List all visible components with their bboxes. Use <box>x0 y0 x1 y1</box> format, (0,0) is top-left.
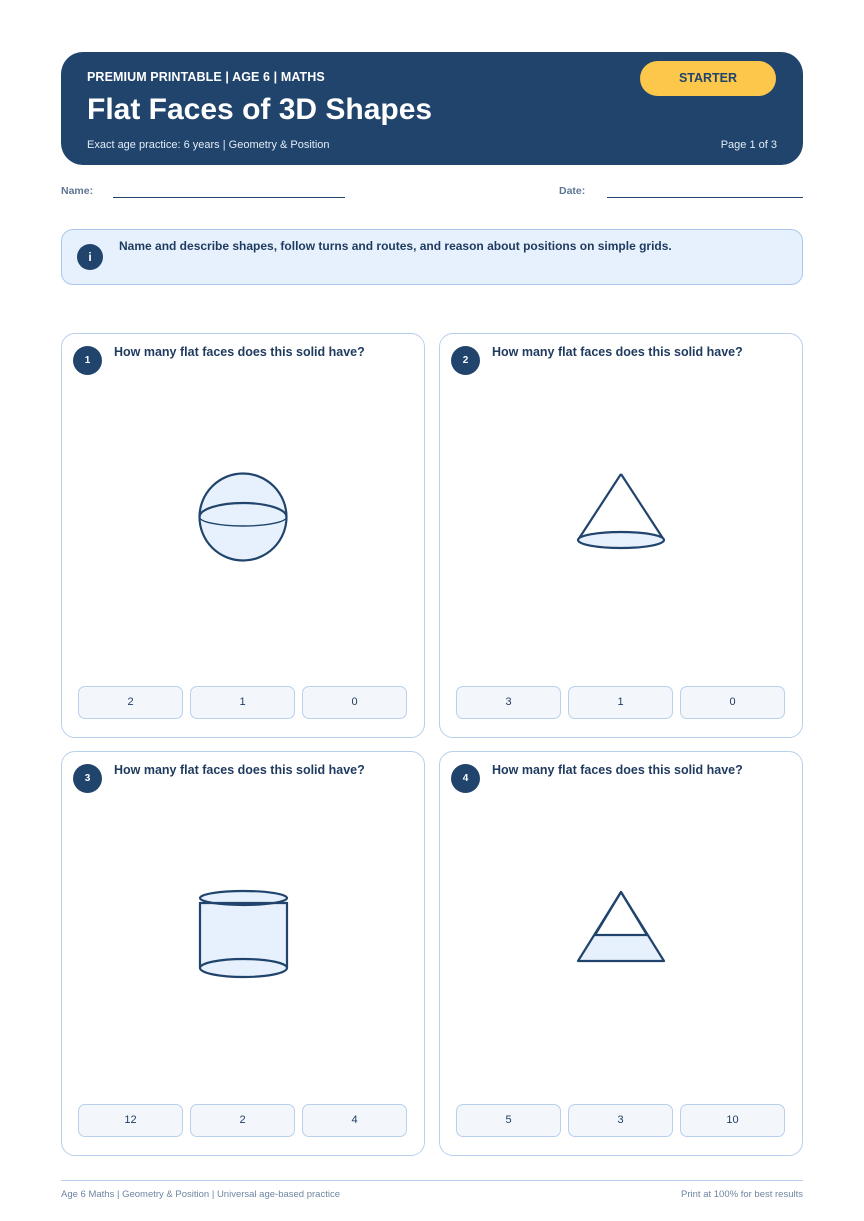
question-number: 1 <box>73 346 102 375</box>
answer-option[interactable]: 1 <box>190 686 295 719</box>
name-field[interactable] <box>113 197 345 198</box>
question-text: How many flat faces does this solid have? <box>492 763 743 777</box>
pyramid-icon <box>440 752 804 1157</box>
header-subtitle: Exact age practice: 6 years | Geometry & Position <box>87 139 330 151</box>
instruction-box <box>61 229 803 285</box>
answer-option[interactable]: 2 <box>78 686 183 719</box>
question-text: How many flat faces does this solid have? <box>492 345 743 359</box>
name-label: Name: <box>61 185 94 197</box>
info-icon: i <box>77 244 103 270</box>
question-text: How many flat faces does this solid have? <box>114 345 365 359</box>
instruction-text: Name and describe shapes, follow turns and routes, and reason about positions on simple grids. <box>119 239 672 253</box>
answer-option[interactable]: 3 <box>456 686 561 719</box>
answer-option[interactable]: 12 <box>78 1104 183 1137</box>
footer-right-text: Print at 100% for best results <box>681 1189 803 1200</box>
answer-option[interactable]: 0 <box>680 686 785 719</box>
footer-left-text: Age 6 Maths | Geometry & Position | Universal age-based practice <box>61 1189 340 1200</box>
sphere-icon <box>62 334 426 739</box>
question-text: How many flat faces does this solid have? <box>114 763 365 777</box>
page-title: Flat Faces of 3D Shapes <box>87 93 433 126</box>
answer-option[interactable]: 10 <box>680 1104 785 1137</box>
worksheet-header <box>61 52 803 165</box>
answer-option[interactable]: 5 <box>456 1104 561 1137</box>
question-number: 4 <box>451 764 480 793</box>
level-badge: STARTER <box>640 61 776 96</box>
question-card-1 <box>61 333 425 738</box>
date-label: Date: <box>559 185 586 197</box>
answer-option[interactable]: 0 <box>302 686 407 719</box>
footer-divider <box>61 1180 803 1181</box>
date-field[interactable] <box>607 197 803 198</box>
cylinder-icon <box>62 752 426 1157</box>
question-number: 2 <box>451 346 480 375</box>
answer-option[interactable]: 1 <box>568 686 673 719</box>
answer-option[interactable]: 3 <box>568 1104 673 1137</box>
answer-option[interactable]: 2 <box>190 1104 295 1137</box>
question-card-4 <box>439 751 803 1156</box>
answer-option[interactable]: 4 <box>302 1104 407 1137</box>
header-kicker: PREMIUM PRINTABLE | AGE 6 | MATHS <box>87 70 325 84</box>
question-card-3 <box>61 751 425 1156</box>
question-card-2 <box>439 333 803 738</box>
question-number: 3 <box>73 764 102 793</box>
cone-icon <box>440 334 804 739</box>
page-indicator: Page 1 of 3 <box>720 139 777 151</box>
